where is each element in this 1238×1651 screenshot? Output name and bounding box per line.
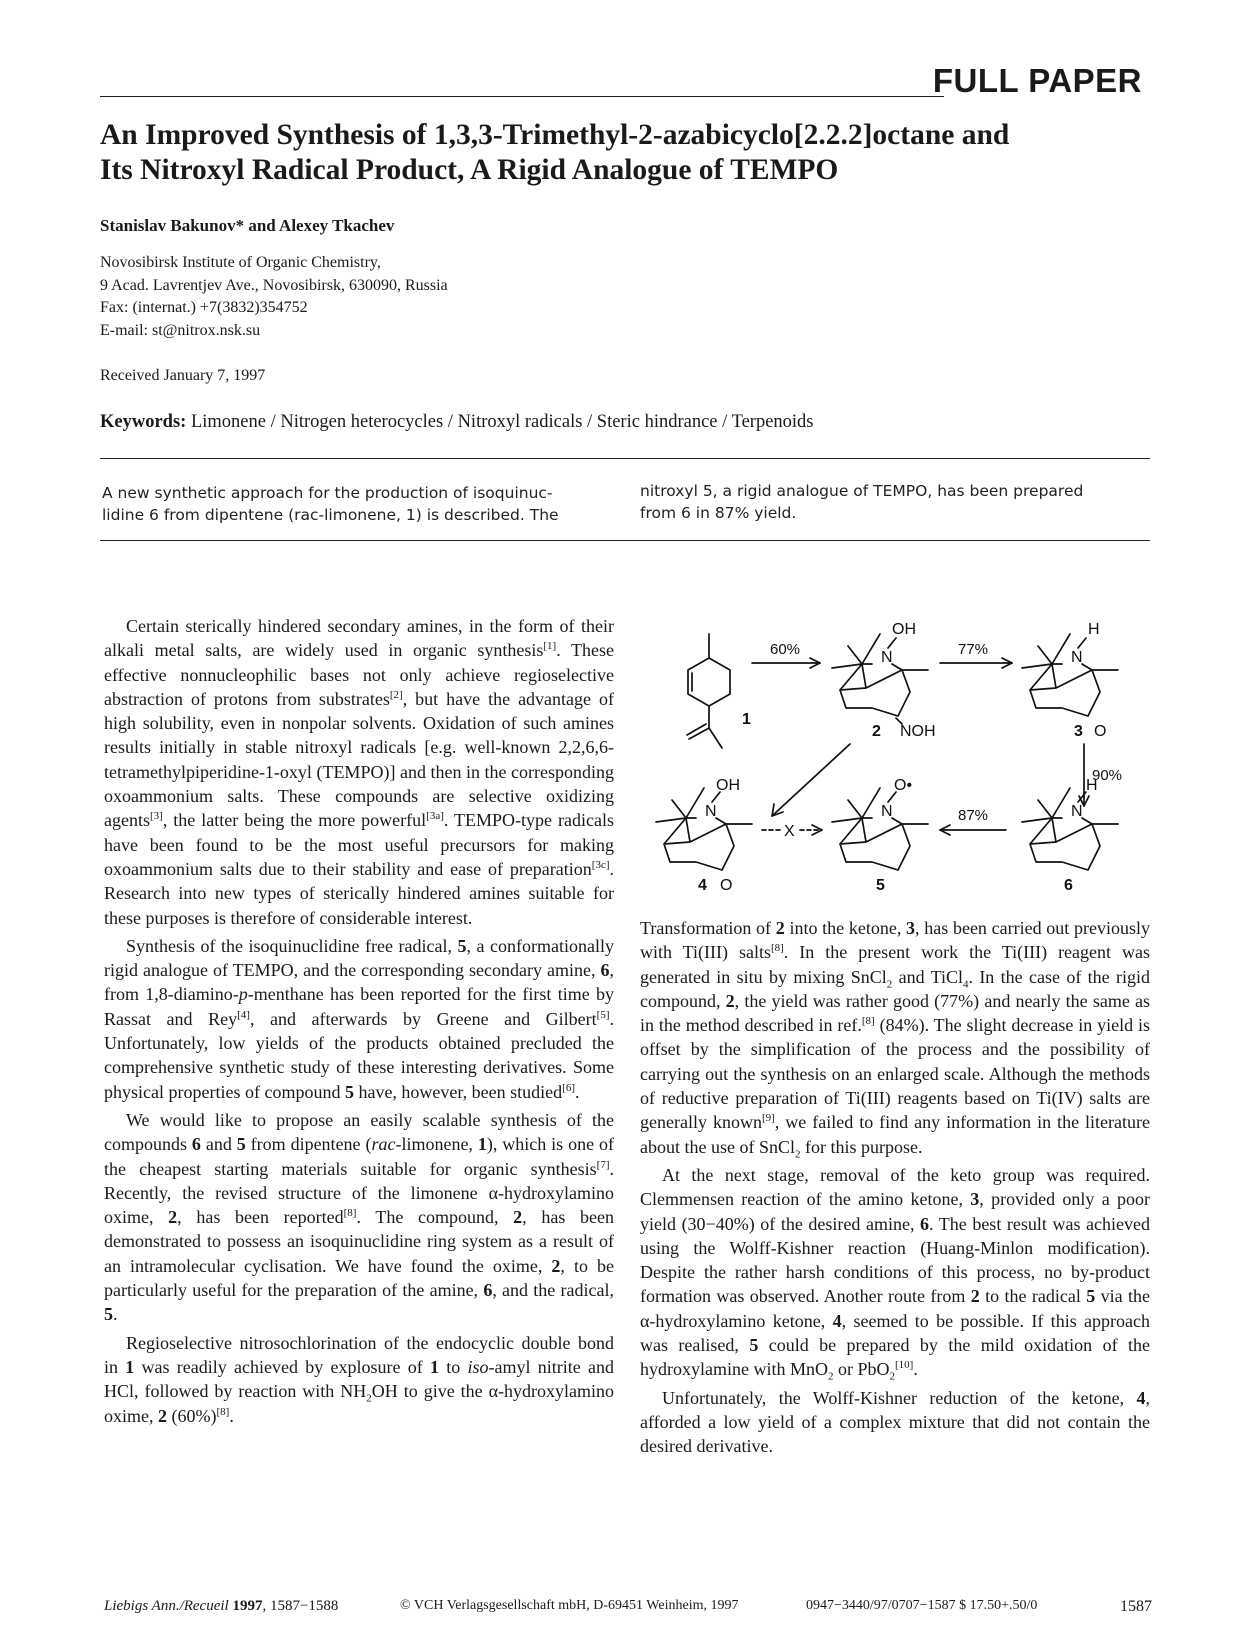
title-line-1: An Improved Synthesis of 1,3,3-Trimethyl-2-azabicyclo[2.2.2]octane and	[100, 119, 1010, 151]
abstract-line: A new synthetic approach for the production of isoquinuc-	[102, 484, 553, 502]
atom-oh: OH	[716, 777, 740, 794]
atom-n: N	[1071, 649, 1083, 666]
received-date: Received January 7, 1997	[100, 367, 266, 384]
abstract-top-rule	[100, 458, 1150, 459]
journal-year: 1997	[232, 1598, 263, 1614]
paragraph: Synthesis of the isoquinuclidine free radical, 5, a conformationally rigid analogue of TEMPO, and the corresponding secondary amine, 6, from 1,8-diamino-p-menthane has been reported for the first time by Rassat and Rey[4], and afterwards by Greene and Gilbert[5]. Unfortunately, low yields of the products obtained precluded the comprehensive synthetic study of these interesting derivatives. Some physical properties of compound 5 have, however, been studied[6].	[104, 935, 614, 1102]
abstract-bottom-rule	[100, 540, 1150, 541]
paragraph: Unfortunately, the Wolff-Kishner reduction of the ketone, 4, afforded a low yield of a complex mixture that did not contain the desired derivative.	[640, 1387, 1150, 1457]
atom-o: O	[1094, 723, 1107, 740]
journal-name: Liebigs Ann./Recueil	[104, 1598, 229, 1614]
paragraph: Regioselective nitrosochlorination of the endocyclic double bond in 1 was readily achieved by explosure of 1 to iso-amyl nitrite and HCl, followed by reaction with $NH_2OH$ to give the α-hydroxylamino oxime, 2 (60%)[8].	[104, 1332, 615, 1426]
keywords	[100, 412, 814, 433]
compound-5-structure	[832, 788, 928, 870]
atom-oh: OH	[892, 621, 916, 638]
atom-h: H	[1088, 621, 1100, 638]
authors: Stanislav Bakunov* and Alexey Tkachev	[100, 216, 395, 235]
paragraph: Transformation of 2 into the ketone, 3, has been carried out previously with Ti(III) salts[8]. In the present work the Ti(III) reagent was generated in situ by mixing SnCl$_2$ and TiCl$_4$. In the case of the rigid compound, 2, the yield was rather good (77%) and nearly the same as in the method described in ref.[8] (84%). The slight decrease in yield is offset by the simplification of the process and the possibility of carrying out the synthesis on an enlarged scale. Although the methods of reductive preparation of Ti(III) reagents based on Ti(IV) salts are generally known[9], we failed to find any information in the literature about the use of SnCl$_2$ for this purpose.	[640, 918, 1151, 1161]
atom-n: N	[705, 803, 717, 820]
atom-noh: NOH	[900, 723, 936, 740]
yield-label: 87%	[958, 807, 989, 824]
yield-label: 77%	[958, 641, 989, 658]
compound-1-structure	[687, 634, 730, 748]
abstract-right	[640, 480, 1160, 524]
atom-n: N	[1071, 803, 1083, 820]
atom-n: N	[881, 803, 893, 820]
header-rule	[100, 96, 944, 97]
abstract-line: nitroxyl 5, a rigid analogue of TEMPO, has been prepared	[640, 482, 1084, 500]
section-label: FULL PAPER	[932, 62, 1142, 99]
footer-publisher: © VCH Verlagsgesellschaft mbH, D-69451 Weinheim, 1997	[400, 1598, 739, 1613]
abstract-left	[102, 482, 612, 526]
affiliation-line: Novosibirsk Institute of Organic Chemistry,	[100, 254, 381, 271]
compound-label: 6	[1064, 877, 1073, 894]
atom-o-radical: O•	[894, 777, 913, 794]
affiliation-line: Fax: (internat.) +7(3832)354752	[100, 299, 308, 316]
compound-label: 5	[876, 877, 885, 894]
reaction-scheme	[640, 606, 1150, 906]
compound-3-structure	[1022, 634, 1118, 716]
atom-h: H	[1086, 777, 1098, 794]
abstract-line: from 6 in 87% yield.	[640, 504, 797, 522]
compound-4-structure	[656, 788, 752, 870]
keywords-label: Keywords:	[100, 412, 187, 432]
abstract-line: lidine 6 from dipentene (rac-limonene, 1) is described. The	[102, 506, 559, 524]
body-left-column	[104, 614, 614, 1428]
footer-journal	[104, 1598, 338, 1615]
title-line-2: Its Nitroxyl Radical Product, A Rigid Analogue of TEMPO	[100, 154, 839, 186]
compound-label: 1	[742, 711, 751, 728]
atom-o: O	[720, 877, 733, 894]
blocked-mark: X	[784, 823, 795, 840]
compound-6-structure	[1022, 788, 1118, 870]
keywords-list: Limonene / Nitrogen heterocycles / Nitroxyl radicals / Steric hindrance / Terpenoids	[190, 412, 814, 432]
compound-label: 3	[1074, 723, 1083, 740]
atom-n: N	[881, 649, 893, 666]
affiliation	[100, 252, 448, 342]
affiliation-email[interactable]: E-mail: st@nitrox.nsk.su	[100, 321, 261, 339]
compound-label: 4	[698, 877, 707, 894]
paragraph: We would like to propose an easily scalable synthesis of the compounds 6 and 5 from dipentene (rac-limonene, 1), which is one of the cheapest starting materials suitable for organic synthesis[7]. Recently, the revised structure of the limonene α-hydroxylamino oxime, 2, has been reported[8]. The compound, 2, has been demonstrated to possess an isoquinuclidine ring system as a result of an intramolecular cyclisation. We have found the oxime, 2, to be particularly useful for the preparation of the amine, 6, and the radical, 5.	[104, 1109, 614, 1325]
page-number: 1587	[1120, 1598, 1152, 1615]
affiliation-line: 9 Acad. Lavrentjev Ave., Novosibirsk, 630090, Russia	[100, 276, 448, 294]
paragraph: At the next stage, removal of the keto group was required. Clemmensen reaction of the amino ketone, 3, provided only a poor yield (30−40%) of the desired amine, 6. The best result was achieved using the Wolff-Kishner reaction (Huang-Minlon modification). Despite the rather harsh conditions of this process, no by-product formation was observed. Another route from 2 to the radical 5 via the α-hydroxylamino ketone, 4, seemed to be possible. If this approach was realised, 5 could be prepared by the mild oxidation of the hydroxylamine with MnO$_2$ or PbO$_2$[10].	[640, 1164, 1151, 1383]
compound-2-structure	[832, 634, 928, 716]
compound-label: 2	[872, 723, 881, 740]
yield-label: 90%	[1092, 767, 1123, 784]
article-title	[100, 118, 1100, 188]
paragraph: Certain sterically hindered secondary amines, in the form of their alkali metal salts, are widely used in organic synthesis[1]. These effective nonnucleophilic bases not only achieve regioselective abstraction of protons from substrates[2], but have the advantage of high solubility, even in nonpolar solvents. Oxidation of such amines results initially in stable nitroxyl radicals [e.g. well-known 2,2,6,6-tetramethylpiperidine-1-oxyl (TEMPO)] and then in the corresponding oxoammonium salts. These compounds are selective oxidizing agents[3], the latter being the more powerful[3a]. TEMPO-type radicals have been found to be the most useful precursors for making oxoammonium salts due to their stability and ease of preparation[3c]. Research into new types of sterically hindered amines suitable for these purposes is therefore of considerable interest.	[104, 616, 615, 928]
body-right-column	[640, 916, 1150, 1459]
footer-code: 0947−3440/97/0707−1587 $ 17.50+.50/0	[806, 1598, 1038, 1613]
yield-label: 60%	[770, 641, 801, 658]
journal-pages: , 1587−1588	[262, 1598, 339, 1614]
